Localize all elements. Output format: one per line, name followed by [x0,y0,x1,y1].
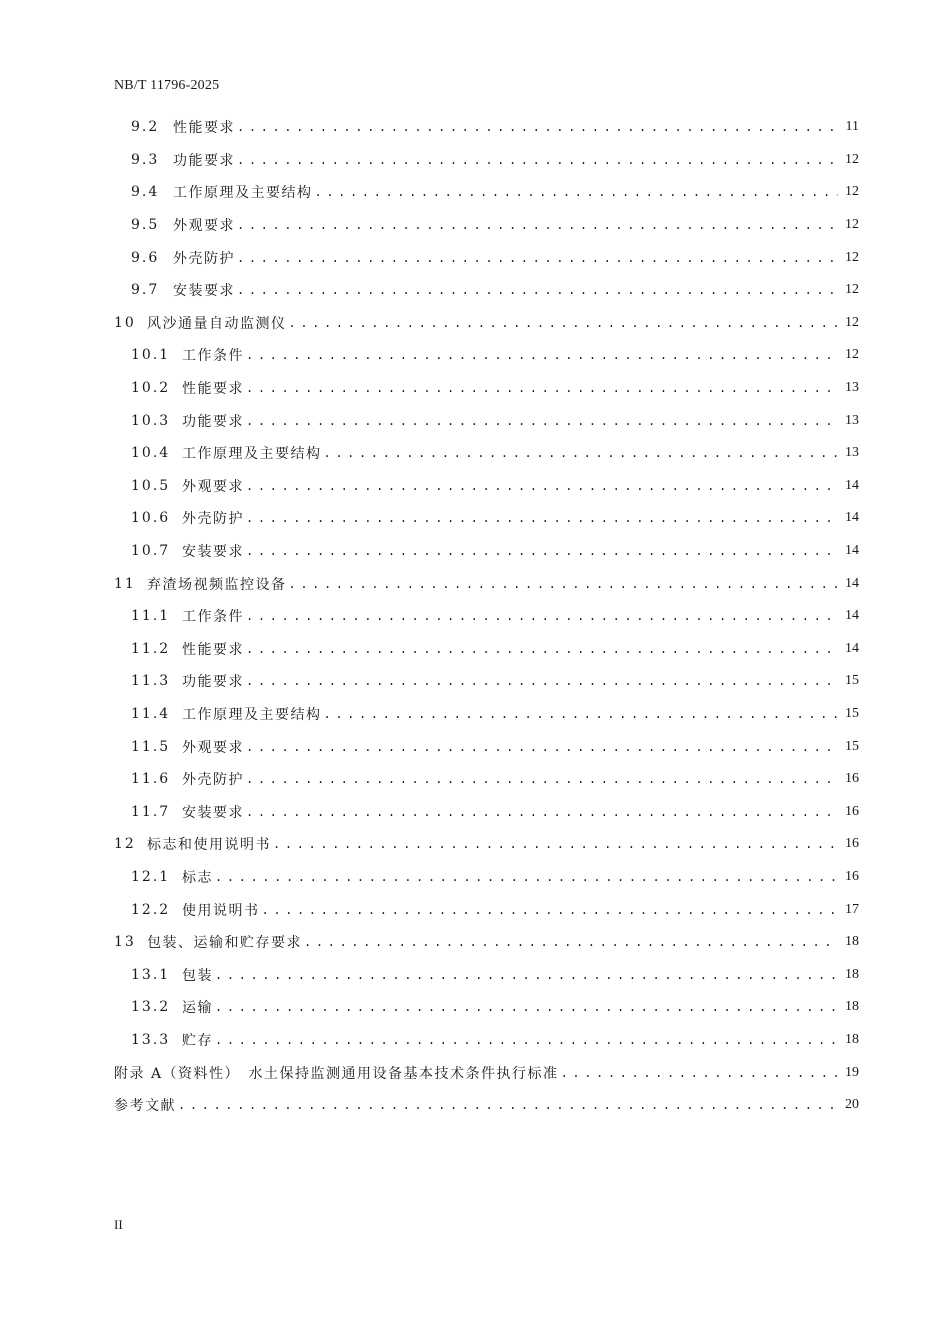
toc-entry-title: 外壳防护 [182,772,244,789]
toc-entry-number: 11.7 [131,803,171,820]
toc-entry-title: 安装要求 [173,283,235,300]
toc-entry[interactable] [114,600,859,633]
toc-entry-number: 13 [114,934,136,951]
toc-entry[interactable] [114,861,859,894]
toc-entry-title: 包装、运输和贮存要求 [147,935,302,952]
toc-entry-number: 13.2 [131,999,171,1016]
toc-appendix[interactable] [114,1056,859,1089]
toc-entry-page: 12 [845,347,859,363]
toc-entry-number: 9.3 [131,151,160,168]
toc-leader-dots [246,643,838,655]
toc-leader-dots [289,578,839,590]
toc-entry-page: 14 [845,477,859,493]
toc-leader-dots [561,1067,838,1079]
toc-entry-number: 11.6 [131,771,171,788]
toc-entry-page: 19 [845,1064,859,1080]
toc-leader-dots [304,936,838,948]
toc-entry-title: 外观要求 [182,478,244,495]
toc-entry-page: 14 [845,543,859,559]
toc-leader-dots [237,154,838,166]
toc-entry-page: 12 [845,249,859,265]
toc-leader-dots [273,838,838,850]
toc-entry-page: 18 [845,934,859,950]
toc-entry-title: 工作原理及主要结构 [173,185,313,202]
toc-entry-title: 外观要求 [182,739,244,756]
toc-entry-title: 性能要求 [182,641,244,658]
toc-entry[interactable] [114,633,859,666]
toc-entry-number: 9.5 [131,217,160,234]
toc-leader-dots [215,1034,838,1046]
toc-entry-title: 运输 [182,1000,213,1017]
toc-entry[interactable] [114,274,859,307]
toc-entry[interactable] [114,241,859,274]
page-number: II [114,1217,123,1232]
toc-leader-dots [215,1001,838,1013]
toc-references[interactable] [114,1089,859,1122]
toc-leader-dots [246,741,838,753]
table-of-contents [114,111,859,1121]
toc-entry-page: 14 [845,640,859,656]
toc-entry-page: 18 [845,966,859,982]
toc-entry-page: 18 [845,999,859,1015]
toc-entry[interactable] [114,209,859,242]
toc-entry-title: 使用说明书 [182,902,260,919]
toc-entry-page: 16 [845,803,859,819]
toc-entry-title: 参考文献 [114,1098,176,1115]
toc-entry-page: 12 [845,282,859,298]
toc-leader-dots [237,284,838,296]
toc-entry-title: 工作原理及主要结构 [182,706,322,723]
toc-leader-dots [324,708,839,720]
toc-entry-number: 11.5 [131,738,171,755]
toc-entry-number: 10.7 [131,543,171,560]
toc-chapter[interactable] [114,567,859,600]
toc-entry-title: 外壳防护 [173,250,235,267]
toc-entry-page: 13 [845,380,859,396]
toc-entry-page: 14 [845,510,859,526]
toc-entry-number: 9.4 [131,184,160,201]
toc-leader-dots [246,512,838,524]
toc-entry-number: 10.5 [131,477,171,494]
toc-entry-title: 性能要求 [173,120,235,137]
toc-leader-dots [246,415,838,427]
toc-entry-number: 10 [114,314,136,331]
toc-entry-title: 包装 [182,967,213,984]
toc-leader-dots [178,1099,838,1111]
toc-entry[interactable] [114,665,859,698]
toc-entry-title: 功能要求 [182,674,244,691]
toc-entry-number: 10.1 [131,347,171,364]
toc-entry-page: 16 [845,868,859,884]
toc-leader-dots [237,121,838,133]
toc-entry-number: 11.4 [131,705,171,722]
toc-entry-title: 功能要求 [182,413,244,430]
toc-entry[interactable] [114,535,859,568]
toc-leader-dots [246,545,838,557]
toc-entry-number: 13.3 [131,1031,171,1048]
toc-entry-page: 12 [845,314,859,330]
toc-entry[interactable] [114,991,859,1024]
toc-leader-dots [215,969,838,981]
toc-entry-number: 12.1 [131,868,171,885]
toc-entry-title: 外观要求 [173,218,235,235]
document-code: NB/T 11796-2025 [114,78,220,93]
toc-entry-title: 功能要求 [173,152,235,169]
toc-entry-number: 9.7 [131,282,160,299]
toc-entry[interactable] [114,339,859,372]
toc-entry-number: 10.3 [131,412,171,429]
toc-entry-page: 12 [845,184,859,200]
toc-entry-page: 15 [845,673,859,689]
toc-entry-page: 13 [845,412,859,428]
toc-leader-dots [262,904,839,916]
toc-entry-page: 17 [845,901,859,917]
toc-entry-title: 标志 [182,869,213,886]
toc-entry[interactable] [114,470,859,503]
toc-leader-dots [324,447,839,459]
toc-entry-page: 12 [845,217,859,233]
toc-entry-number: 10.2 [131,380,171,397]
toc-entry-page: 14 [845,575,859,591]
toc-entry[interactable] [114,502,859,535]
toc-entry[interactable] [114,144,859,177]
toc-entry[interactable] [114,372,859,405]
toc-leader-dots [289,317,839,329]
toc-entry-page: 15 [845,705,859,721]
toc-entry-number: 12.2 [131,901,171,918]
toc-entry-title: 性能要求 [182,381,244,398]
toc-entry[interactable] [114,795,859,828]
toc-entry[interactable] [114,893,859,926]
toc-entry[interactable] [114,111,859,144]
toc-entry[interactable] [114,958,859,991]
toc-leader-dots [246,773,838,785]
toc-leader-dots [237,219,838,231]
toc-entry[interactable] [114,698,859,731]
toc-leader-dots [246,675,838,687]
toc-entry-page: 12 [845,151,859,167]
toc-entry-title: 工作条件 [182,348,244,365]
toc-entry[interactable] [114,437,859,470]
toc-entry-number: 12 [114,836,136,853]
toc-entry-title: 工作原理及主要结构 [182,446,322,463]
toc-entry-number: 10.4 [131,445,171,462]
toc-entry-number: 9.2 [131,119,160,136]
toc-leader-dots [237,252,838,264]
toc-entry-title: 标志和使用说明书 [147,837,271,854]
toc-leader-dots [315,186,839,198]
toc-entry[interactable] [114,763,859,796]
toc-entry-page: 16 [845,771,859,787]
toc-entry-number: 11.3 [131,673,171,690]
toc-entry-title: 工作条件 [182,609,244,626]
toc-entry-title: 弃渣场视频监控设备 [147,576,287,593]
toc-leader-dots [246,806,838,818]
toc-leader-dots [246,610,838,622]
toc-leader-dots [246,382,838,394]
toc-entry-number: 10.6 [131,510,171,527]
toc-entry-page: 20 [845,1097,859,1113]
toc-leader-dots [246,349,838,361]
toc-entry-title: 风沙通量自动监测仪 [147,315,287,332]
toc-entry[interactable] [114,730,859,763]
toc-chapter[interactable] [114,926,859,959]
toc-entry-page: 16 [845,836,859,852]
toc-entry-number: 9.6 [131,249,160,266]
toc-entry[interactable] [114,404,859,437]
toc-chapter[interactable] [114,307,859,340]
toc-entry-title: 安装要求 [182,544,244,561]
toc-entry[interactable] [114,176,859,209]
toc-entry[interactable] [114,1024,859,1057]
toc-leader-dots [215,871,838,883]
toc-chapter[interactable] [114,828,859,861]
toc-entry-title: 贮存 [182,1032,213,1049]
toc-entry-page: 15 [845,738,859,754]
toc-entry-page: 11 [845,119,859,135]
toc-entry-page: 13 [845,445,859,461]
toc-entry-number: 11.1 [131,608,171,625]
toc-entry-number: 11 [114,575,136,592]
toc-entry-number: 11.2 [131,640,171,657]
toc-entry-title: 附录 A（资料性） 水土保持监测通用设备基本技术条件执行标准 [114,1065,559,1082]
toc-entry-page: 14 [845,608,859,624]
toc-entry-title: 安装要求 [182,804,244,821]
toc-leader-dots [246,480,838,492]
toc-entry-number: 13.1 [131,966,171,983]
toc-entry-title: 外壳防护 [182,511,244,528]
toc-entry-page: 18 [845,1031,859,1047]
